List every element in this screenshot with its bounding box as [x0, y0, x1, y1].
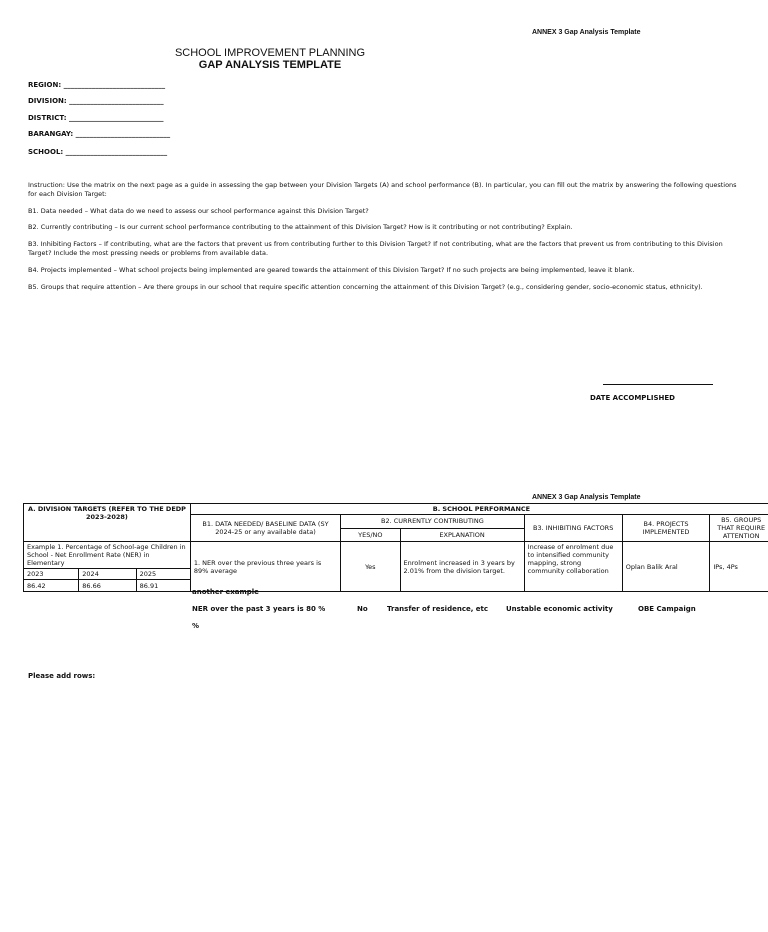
value-2023: 86.42 [24, 580, 79, 592]
row1-yesno: Yes [341, 542, 400, 592]
value-2025: 86.91 [136, 580, 190, 592]
instruction-b1: B1. Data needed – What data do we need to assess our school performance against this Division Target? [28, 207, 369, 215]
row1-groups: IPs, 4Ps [710, 542, 768, 592]
school-field[interactable]: SCHOOL: _____________________________ [28, 148, 168, 156]
instruction-intro: Instruction: Use the matrix on the next page as a guide in assessing the gap between your Division Targets (A) and school performance (B). In particular, you can fill out the matrix by answering the following questions for each Division Target: [28, 181, 737, 198]
annex-label: ANNEX 3 Gap Analysis Template [532, 29, 641, 36]
year-2025: 2025 [136, 569, 190, 580]
example2-percent: % [192, 622, 200, 630]
example2-projects: OBE Campaign [638, 605, 696, 613]
annex-label-2: ANNEX 3 Gap Analysis Template [532, 494, 641, 501]
region-field[interactable]: REGION: _____________________________ [28, 81, 166, 89]
instruction-b5: B5. Groups that require attention – Are there groups in our school that require specific attention concerning the attainment of this Division Target? (e.g., considering gender, socio-economic status, ethnicity). [28, 283, 703, 291]
header-b2-yesno: YES/NO [341, 528, 400, 542]
header-division-targets: A. DIVISION TARGETS (REFER TO THE DEDP 2023-2028) [24, 504, 191, 542]
header-b1: B1. DATA NEEDED/ BASELINE DATA (SY 2024-25 or any available data) [190, 515, 340, 542]
header-b4: B4. PROJECTS IMPLEMENTED [622, 515, 710, 542]
division-field[interactable]: DIVISION: ___________________________ [28, 97, 164, 105]
year-2023: 2023 [24, 569, 79, 580]
year-2024: 2024 [79, 569, 136, 580]
signature-line [603, 384, 713, 385]
header-b2: B2. CURRENTLY CONTRIBUTING [341, 515, 525, 529]
example-target-cell: Example 1. Percentage of School-age Children in School - Net Enrollment Rate (NER) in Elementary [24, 542, 191, 569]
example2-data-needed: NER over the past 3 years is 80 % [192, 605, 326, 613]
instruction-b3: B3. Inhibiting Factors – If contributing, what are the factors that prevent us from contributing further to this Division Target? If not contributing, what are the factors that prevent us from contributing to this Division Target? Include the most pressing needs or problems from available data. [28, 240, 723, 257]
example2-yesno: No [357, 605, 368, 613]
row1-explanation: Enrolment increased in 3 years by 2.01% from the division target. [400, 542, 524, 592]
header-b3: B3. INHIBITING FACTORS [524, 515, 622, 542]
date-accomplished-label: DATE ACCOMPLISHED [590, 394, 675, 402]
barangay-field[interactable]: BARANGAY: ___________________________ [28, 130, 171, 138]
header-b5: B5. GROUPS THAT REQUIRE ATTENTION [710, 515, 768, 542]
header-b2-explanation: EXPLANATION [400, 528, 524, 542]
district-field[interactable]: DISTRICT: ___________________________ [28, 114, 164, 122]
another-example-label: another example [192, 588, 259, 596]
value-2024: 86.66 [79, 580, 136, 592]
row1-projects: Oplan Balik Aral [622, 542, 710, 592]
gap-matrix-table [23, 503, 768, 592]
header-school-performance: B. SCHOOL PERFORMANCE [190, 504, 768, 515]
add-rows-note: Please add rows: [28, 672, 96, 680]
example2-explanation: Transfer of residence, etc [387, 605, 489, 613]
page-title-line1: SCHOOL IMPROVEMENT PLANNING [174, 47, 366, 59]
row1-inhibiting: Increase of enrolment due to intensified community mapping, strong community collaboration [524, 542, 622, 592]
row1-data-needed: 1. NER over the previous three years is 89% average [190, 542, 340, 592]
instruction-b4: B4. Projects implemented – What school projects being implemented are geared towards the attainment of this Division Target? If no such projects are being implemented, leave it blank. [28, 266, 635, 274]
instruction-b2: B2. Currently contributing – Is our current school performance contributing to the attainment of this Division Target? How is it contributing or not contributing? Explain. [28, 223, 573, 231]
page-title-line2: GAP ANALYSIS TEMPLATE [198, 59, 342, 71]
example2-inhibiting: Unstable economic activity [506, 605, 613, 613]
